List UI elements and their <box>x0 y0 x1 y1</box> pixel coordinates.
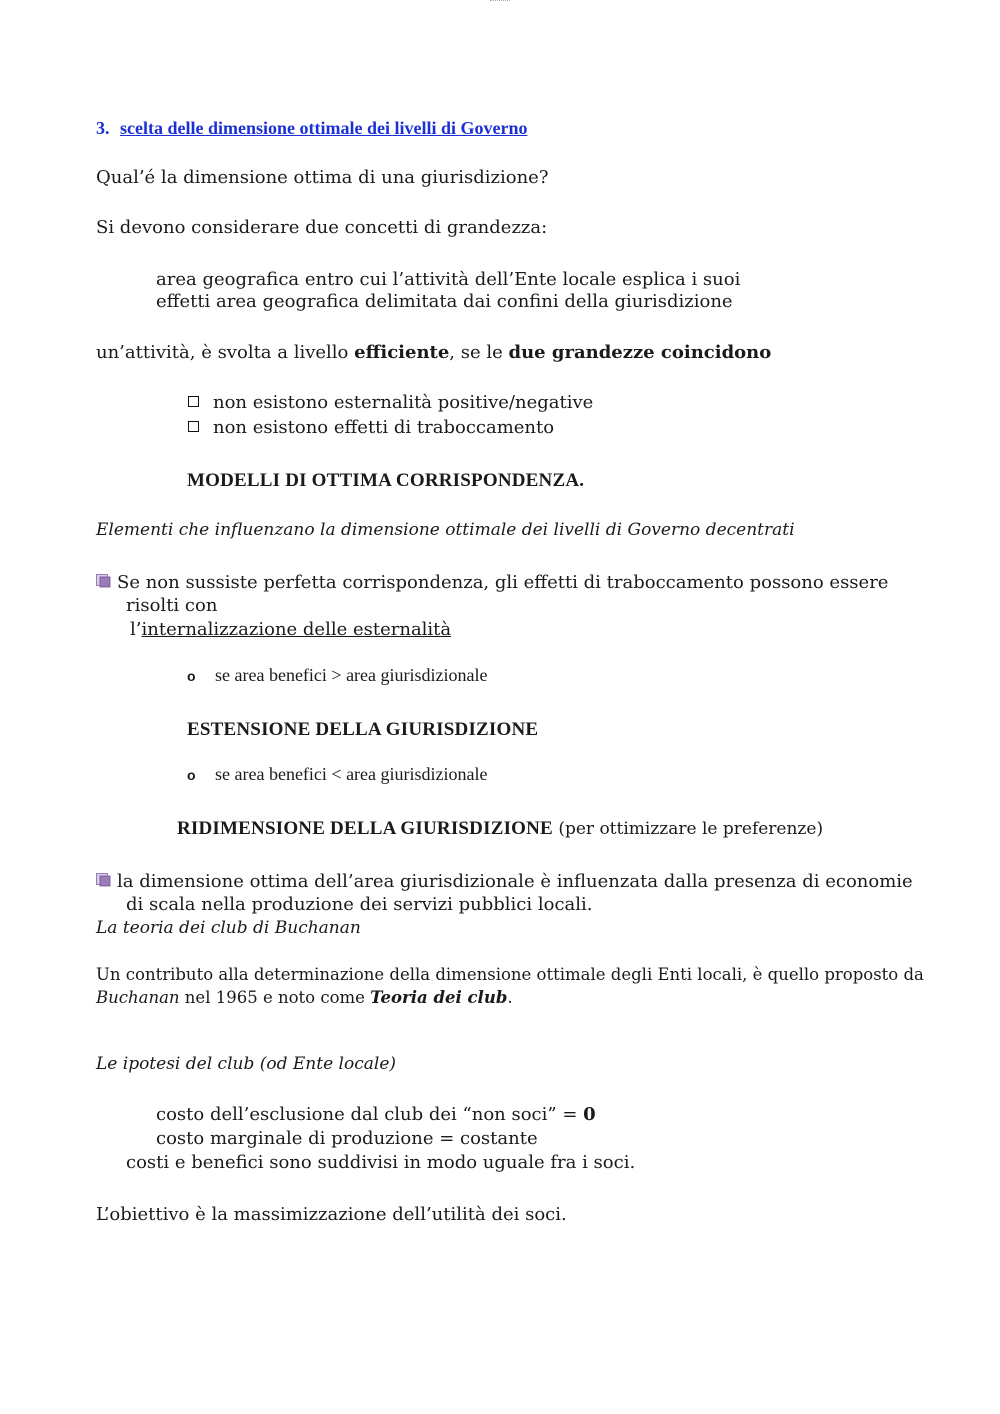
hypothesis-line-3: costi e benefici sono suddivisi in modo uguale fra i soci. <box>126 1152 636 1173</box>
buchanan-name: Buchanan <box>96 988 180 1007</box>
bullet-2-line-1: la dimensione ottima dell’area giurisdizionale è influenzata dalla presenza di economie <box>117 871 913 892</box>
resize-note: (per ottimizzare le preferenze) <box>552 819 824 839</box>
contribution-mid: nel 1965 e noto come <box>179 988 371 1007</box>
case-2-text: se area benefici < area giurisdizionale <box>215 764 488 784</box>
hypothesis-line-2: costo marginale di produzione = costante <box>156 1128 538 1149</box>
bullet-1-line-3 <box>130 619 451 640</box>
hypothesis-1-value: 0 <box>583 1104 596 1125</box>
circle-bullet-icon: o <box>187 767 196 783</box>
extension-title: ESTENSIONE DELLA GIURISDIZIONE <box>187 719 539 740</box>
checkbox-icon <box>188 396 199 407</box>
elements-italic: Elementi che influenzano la dimensione ottimale dei livelli di Governo decentrati <box>96 520 795 540</box>
bullet-paragraph-1 <box>96 572 888 593</box>
contribution-line-1: Un contributo alla determinazione della dimensione ottimale degli Enti locali, è quello proposto da <box>96 965 924 984</box>
concept-line-2: effetti area geografica delimitata dai confini della giurisdizione <box>156 291 733 312</box>
checklist-item <box>188 392 593 413</box>
contribution-line-2 <box>96 988 513 1007</box>
objective-text: L’obiettivo è la massimizzazione dell’utilità dei soci. <box>96 1204 567 1225</box>
efficiency-sentence <box>96 342 771 363</box>
bullet-1-line-2: risolti con <box>126 595 218 616</box>
section-number: 3. <box>96 118 110 138</box>
case-1-text: se area benefici > area giurisdizionale <box>215 665 488 685</box>
bullet-1-line-3-prefix: l’ <box>130 619 142 640</box>
checkbox-icon <box>188 421 199 432</box>
efficiency-pre: un’attività, è svolta a livello <box>96 342 355 363</box>
square-bullet-icon <box>96 873 111 887</box>
bullet-1-line-1: Se non sussiste perfetta corrispondenza, gli effetti di traboccamento possono essere <box>117 572 889 593</box>
circle-bullet-icon: o <box>187 668 196 684</box>
bullet-paragraph-2 <box>96 871 913 892</box>
resize-line <box>177 818 823 840</box>
checklist-item <box>188 417 554 438</box>
efficiency-bold-1: efficiente <box>354 342 450 363</box>
case-2 <box>187 764 488 785</box>
hypothesis-line-1 <box>156 1104 596 1125</box>
section-heading <box>96 118 527 139</box>
contribution-end: . <box>507 988 513 1007</box>
checklist-item-label: non esistono effetti di traboccamento <box>213 417 555 438</box>
models-title: MODELLI DI OTTIMA CORRISPONDENZA. <box>187 470 585 491</box>
hypothesis-1-text: costo dell’esclusione dal club dei “non soci” = <box>156 1104 584 1125</box>
club-theory-title: La teoria dei club di Buchanan <box>96 918 361 938</box>
concepts-intro: Si devono considerare due concetti di grandezza: <box>96 217 548 238</box>
case-1 <box>187 665 488 686</box>
question-text: Qual’é la dimensione ottima di una giurisdizione? <box>96 167 549 188</box>
club-theory-term: Teoria dei club <box>370 988 508 1007</box>
resize-title: RIDIMENSIONE DELLA GIURISDIZIONE <box>177 818 553 839</box>
internalization-term: internalizzazione delle esternalità <box>141 619 452 640</box>
hypotheses-title: Le ipotesi del club (od Ente locale) <box>96 1054 397 1074</box>
efficiency-mid: , se le <box>449 342 509 363</box>
checklist-item-label: non esistono esternalità positive/negative <box>213 392 594 413</box>
page-top-mark <box>490 0 510 4</box>
efficiency-bold-2: due grandezze coincidono <box>508 342 772 363</box>
square-bullet-icon <box>96 574 111 588</box>
section-heading-link[interactable]: scelta delle dimensione ottimale dei livelli di Governo <box>120 118 528 138</box>
concept-line-1: area geografica entro cui l’attività dell’Ente locale esplica i suoi <box>156 269 741 290</box>
bullet-2-line-2: di scala nella produzione dei servizi pubblici locali. <box>126 894 593 915</box>
